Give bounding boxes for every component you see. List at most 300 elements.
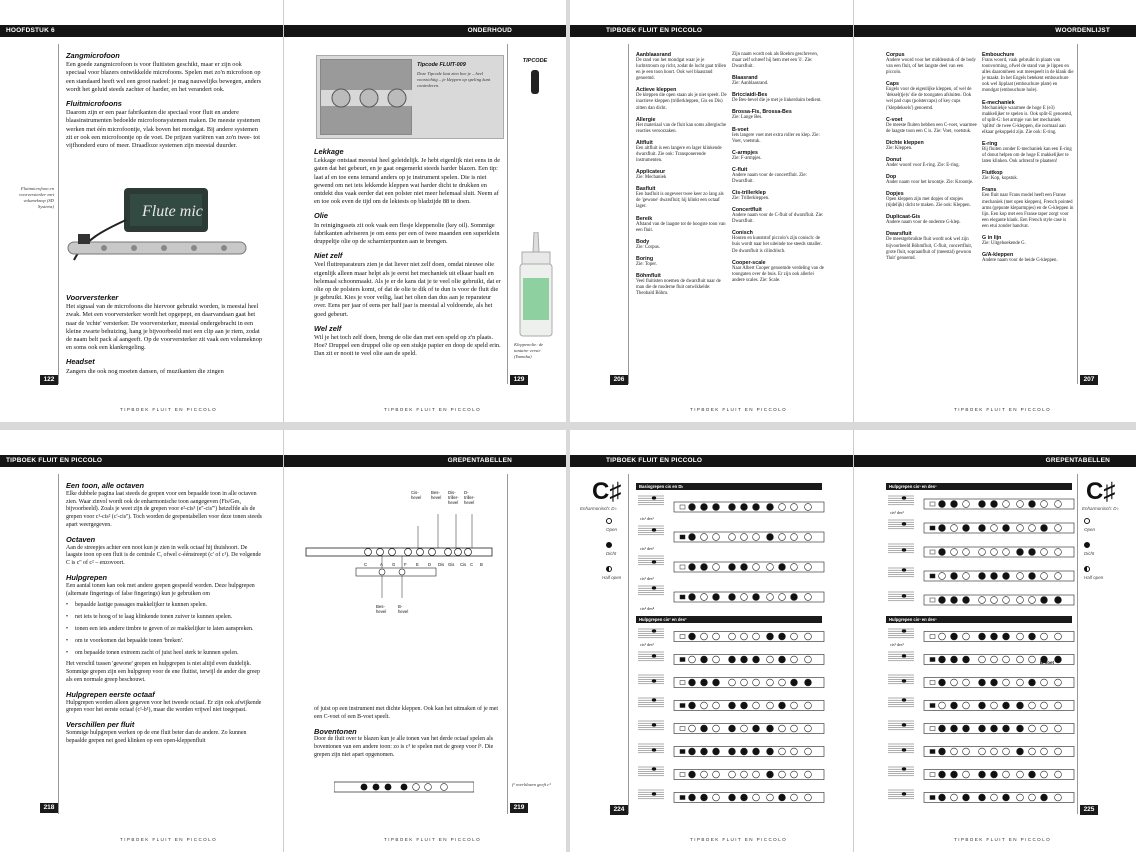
glossary-term: Actieve kleppen xyxy=(636,87,677,94)
key-hole xyxy=(1055,794,1062,801)
legend-open-icon xyxy=(1084,518,1090,524)
key-hole xyxy=(767,748,774,755)
diagram-label: E xyxy=(416,562,419,567)
key-hole xyxy=(963,702,970,709)
key-hole xyxy=(791,748,798,755)
key-hole xyxy=(713,748,720,755)
tipcode-box xyxy=(316,55,504,139)
key-hole xyxy=(729,794,736,801)
heading: Een toon, alle octaven xyxy=(66,481,145,490)
fingering-table-alternate-3rd xyxy=(886,492,1078,616)
glossary-definition: De Bes-hevel die je met je linkerduim bedient. xyxy=(732,98,822,104)
glossary-definition: Andere naam voor de C-fluit of dwarsfluit. Zie: Dwarsfluit. xyxy=(732,213,824,225)
key-hole xyxy=(939,525,946,532)
key-hole xyxy=(1041,702,1048,709)
key-hole xyxy=(767,702,774,709)
key-hole xyxy=(713,534,720,541)
key-hole xyxy=(1017,725,1024,732)
key-hole xyxy=(791,594,798,601)
glossary-term: C-armpjes xyxy=(732,149,758,156)
page-header xyxy=(284,455,566,467)
glossary-term: Applicateur xyxy=(636,169,666,176)
glossary-definition: Andere woord voor het middenstuk of de body van een fluit, of het langste deel van een piccolo. xyxy=(886,58,976,76)
key-hole xyxy=(741,633,748,640)
diagram-label: Cis-hevel xyxy=(411,490,422,500)
key-hole xyxy=(689,656,696,663)
key-hole xyxy=(963,549,970,556)
glossary-term: Cooper-scale xyxy=(732,259,766,266)
key-hole xyxy=(741,702,748,709)
margin-rule xyxy=(58,44,59,384)
key-hole xyxy=(689,794,696,801)
key-hole xyxy=(1017,501,1024,508)
glossary-entry xyxy=(982,187,1074,230)
glossary-definition: Mechaniekje waarmee de hoge E (e3) makkelijker te spelen is. Ook split-E genoemd, of split-G: het armpje van het mechaniek 'splitst' de twee G-kleppen, die normaal aan elkaar gekoppeld zijn. Zie ook: E-ring. xyxy=(982,105,1073,135)
key-hole xyxy=(791,794,798,801)
glossary-term: C-voet xyxy=(886,116,903,123)
heading: Octaven xyxy=(66,534,96,544)
page-225 xyxy=(853,430,1136,852)
glossary-term: C-fluit xyxy=(732,166,748,173)
fingering-table-alternate xyxy=(636,625,846,811)
glossary-definition: Zie: Kop, kopstuk. xyxy=(982,176,1018,182)
paragraph: Veel fluitreparateurs zien je dat liever niet zelf doen, omdat nieuwe olie eigenlijk alleen maar helpt als je eerst het mechaniek uit elkaar haalt en helemaal schoonmaakt. Als je er de kans dat je te veel olie gebruikt, dat er olie op de polsters komt, of dat de olie te dik of te dun is voor de fluit die je gebruikt. Kies je voor veilig, laat het olien dan dus aan je reparateur over. Eens per jaar of eens per half jaar is meestal al voldoende, als het goed gebeurt. xyxy=(314,261,501,318)
key-hole xyxy=(713,794,720,801)
glossary-term: E-mechaniek xyxy=(982,99,1015,106)
header-title: GREPENTABELLEN xyxy=(447,457,512,464)
key-hole xyxy=(951,501,958,508)
glossary-term: Boring xyxy=(636,255,654,262)
key-hole xyxy=(1017,633,1024,640)
glossary-entry xyxy=(636,117,728,135)
key-hole xyxy=(979,679,986,686)
key-hole xyxy=(951,633,958,640)
page-122 xyxy=(0,0,283,422)
section-title: Hulpgrepen cis² en des² xyxy=(636,616,822,623)
key-hole xyxy=(779,679,786,686)
key-hole xyxy=(753,656,760,663)
margin-rule xyxy=(507,44,508,384)
key-hole xyxy=(951,771,958,778)
glossary-term: G/A-kleppen xyxy=(982,252,1014,259)
key-hole xyxy=(767,534,774,541)
page-number: 219 xyxy=(510,803,528,813)
key-hole xyxy=(1003,771,1010,778)
flute-key-diagram xyxy=(298,486,498,636)
key-hole xyxy=(951,656,958,663)
key-hole xyxy=(779,771,786,778)
key-hole xyxy=(1029,702,1036,709)
key-hole xyxy=(963,656,970,663)
paragraph: Het signaal van de microfoons die hiervoor gebruikt worden, is meestal heel zwak. Met een voorversterker wordt het opgepept, en daarvandaan gaat het naar de 'echte' versterker. De voorversterker, meestal ondergebracht in een kleine zwarte behuizing, hang je bijvoorbeeld met een clip aan je riem, zodat de naam belt pack al aangeeft. Op de voorversterker zit vaak een volumeknop en soms ook een klankregeling. xyxy=(66,303,262,352)
glossary-column-4 xyxy=(982,52,1074,269)
glossary-definition: Een altfluit is een langere en lager klinkende dwarsfluit. Zie ook: Transponerende instrumenten. xyxy=(636,145,722,164)
glossary-entry xyxy=(636,216,728,234)
glossary-term: Blaasrand xyxy=(732,75,758,82)
key-hole xyxy=(741,748,748,755)
heading: Hulpgrepen xyxy=(66,572,108,582)
key-hole xyxy=(729,633,736,640)
paragraph: Elke dubbele pagina laat steeds de grepen voor een bepaalde toon in alle octaven zien. Waar zinvol wordt ook de enharmonische toon aangegeven (Fis/Ges, bijvoorbeeld). Zoals je weet zijn de grepen voor e²-cis³ (e''-cis''') hetzelfde als de grepen voor c¹-cis² (c'-cis''). Toch worden de grepentabellen voor deze tonen steeds apart weergegeven. xyxy=(66,490,262,528)
key-hole xyxy=(991,725,998,732)
list-item: • tonen een iets andere timbre te geven of ze makkelijker te laten aanspreken. xyxy=(66,626,262,634)
legend-open-label: Open xyxy=(606,527,618,532)
page-number: 224 xyxy=(610,805,628,815)
key-hole xyxy=(767,725,774,732)
key-hole xyxy=(979,771,986,778)
glossary-term: Donut xyxy=(886,156,902,163)
key-hole xyxy=(1003,525,1010,532)
key-hole xyxy=(1041,501,1048,508)
key-hole xyxy=(1017,549,1024,556)
tipcode-label: TIPCODE xyxy=(522,58,548,64)
photo-caption: Fluitmicrofoon en voorversterker met volumeknop (SD Systems) xyxy=(19,186,54,209)
key-hole xyxy=(1017,702,1024,709)
paragraph: Door de fluit over te blazen kun je alle tonen van het derde octaaf spelen als boventonen van een andere toon: zo is c³ te spelen met de greep voor f¹. Die grepen zijn niet apart opgenomen. xyxy=(314,736,494,758)
fingering-row xyxy=(886,786,1078,809)
text-column xyxy=(314,706,504,760)
page-129 xyxy=(283,0,566,422)
key-hole xyxy=(701,794,708,801)
glossary-entry xyxy=(732,109,824,121)
glossary-term: Aanblaasrand xyxy=(636,52,672,58)
key-hole xyxy=(767,504,774,511)
key-hole xyxy=(1017,771,1024,778)
key-hole xyxy=(791,534,798,541)
key-hole xyxy=(1017,748,1024,755)
fingering-row xyxy=(886,492,1078,516)
key-hole xyxy=(1041,771,1048,778)
header-title: TIPBOEK FLUIT EN PICCOLO xyxy=(606,457,703,464)
spread-grepentabellen-cis xyxy=(570,430,1136,852)
footer: TIPBOEK FLUIT EN PICCOLO xyxy=(690,837,788,842)
key-hole xyxy=(791,504,798,511)
key-hole xyxy=(767,771,774,778)
glossary-entry xyxy=(636,273,728,297)
key-hole xyxy=(779,633,786,640)
glossary-definition: Zijn naam wordt ook als Boehm geschreven, maar zelf schreef hij hem met een 'ö'. Zie: Dwarsfluit. xyxy=(732,52,818,70)
key-hole xyxy=(689,633,696,640)
margin-rule xyxy=(628,474,629,814)
glossary-entry xyxy=(886,52,978,76)
key-hole xyxy=(701,564,708,571)
paragraph: Sommige hulpgrepen werken op de ene fluit beter dan de andere. Zo kunnen bepaalde grepen net goed klinken op een open-kleppenfluit xyxy=(66,729,247,744)
key-hole xyxy=(1041,633,1048,640)
header-title: TIPBOEK FLUIT EN PICCOLO xyxy=(6,457,103,464)
key-hole xyxy=(1003,748,1010,755)
key-hole xyxy=(939,771,946,778)
note-title: C♯ xyxy=(592,478,622,505)
list-item: • bepaalde lastige passages makkelijker te kunnen spelen. xyxy=(66,602,262,610)
key-hole xyxy=(1029,573,1036,580)
key-hole xyxy=(1003,549,1010,556)
glossary-entry xyxy=(886,191,978,209)
fingering-row xyxy=(636,552,846,582)
glossary-definition: Zie: Uitgehoekende G. xyxy=(982,240,1026,246)
key-hole xyxy=(979,525,986,532)
key-hole xyxy=(753,594,760,601)
diagram-label: Bes-hevel xyxy=(431,490,442,500)
key-hole xyxy=(779,594,786,601)
legend-half-icon xyxy=(606,566,612,572)
header-title: GREPENTABELLEN xyxy=(1045,457,1110,464)
page-206 xyxy=(570,0,853,422)
key-hole xyxy=(1017,794,1024,801)
footer: TIPBOEK FLUIT EN PICCOLO xyxy=(954,837,1052,842)
glossary-entry xyxy=(886,117,978,135)
key-hole xyxy=(779,702,786,709)
glossary-entry xyxy=(732,150,824,162)
glossary-definition: Open kleppen zijn met dopjes of stopjes (tijdelijk) dicht te maken. Zie ook: Kleppen. xyxy=(886,197,971,209)
key-hole xyxy=(963,679,970,686)
key-hole xyxy=(1003,633,1010,640)
paragraph: In reinigingssets zit ook vaak een flesje kleppenolie (key oil). Sommige fabrikanten adviseren je om eens per een of twee maanden een superklein druppeltje olie op de scharnierpunten aan te brengen. xyxy=(314,221,500,246)
glossary-entry xyxy=(886,231,978,261)
key-hole xyxy=(979,633,986,640)
key-hole xyxy=(753,633,760,640)
diagram-label: D-triller-hevel xyxy=(464,490,475,505)
key-hole xyxy=(805,594,812,601)
key-hole xyxy=(991,549,998,556)
note-label: cis³ des³ xyxy=(640,576,654,581)
glossary-term: Conisch xyxy=(732,230,753,237)
key-hole xyxy=(951,597,958,604)
page-header xyxy=(0,25,283,37)
key-hole xyxy=(1055,725,1062,732)
glossary-term: B-voet xyxy=(732,126,749,133)
header-title: HOOFDSTUK 6 xyxy=(6,27,55,34)
footer: TIPBOEK FLUIT EN PICCOLO xyxy=(384,407,482,412)
glossary-column-2 xyxy=(732,52,824,289)
key-hole xyxy=(729,748,736,755)
glossary-definition: Naar Albert Cooper genoemde verdeling van de toongaten over de buis. Er zijn ook allerlei andere scales. Zie: Scale. xyxy=(732,265,824,283)
key-hole xyxy=(741,504,748,511)
key-hole xyxy=(689,534,696,541)
key-hole xyxy=(991,794,998,801)
key-hole xyxy=(951,702,958,709)
diagram-label: C xyxy=(470,562,474,567)
fingering-row xyxy=(636,763,846,786)
key-hole xyxy=(767,564,774,571)
tipcode-text: Deze Tipcode laat zien hoe je – heel voorzichtig – je kleppen op speling kunt controleren. xyxy=(417,71,491,88)
glossary-entry xyxy=(886,140,978,152)
key-hole xyxy=(713,656,720,663)
fingering-table-alternate-3rd-b xyxy=(886,625,1078,811)
glossary-entry xyxy=(886,81,978,111)
glossary-entry xyxy=(732,207,824,225)
key-hole xyxy=(1029,549,1036,556)
key-hole xyxy=(963,725,970,732)
glossary-definition: Frans woord, vaak gebruikt in plaats van toonvorming, ofwel de stand van je lippen en alles daaromheen wat meespeelt in de klank die je maakt. In het Engels betekent embouchure ook wel lipplaat (embouchure plate) en mondgat (embouchure hole). xyxy=(982,58,1074,94)
key-hole xyxy=(1041,748,1048,755)
note-label: cis¹ des¹ xyxy=(640,516,654,521)
key-hole xyxy=(767,633,774,640)
enharmonic-label: Enharmonisch: D♭ xyxy=(1082,506,1119,511)
key-hole xyxy=(805,679,812,686)
device-logo: Flute mic xyxy=(142,203,203,220)
key-hole xyxy=(1003,573,1010,580)
text-column xyxy=(66,294,262,376)
glossary-term: Dop xyxy=(886,174,897,181)
key-hole xyxy=(753,564,760,571)
key-hole xyxy=(689,725,696,732)
key-hole xyxy=(701,504,708,511)
fingering-row xyxy=(886,671,1078,694)
key-hole xyxy=(991,501,998,508)
fingering-row xyxy=(636,671,846,694)
glossary-definition: Andere naam voor de beide G-kleppen. xyxy=(982,258,1058,264)
note-label: cis³ des³ xyxy=(890,510,904,515)
diagram-label: G xyxy=(392,562,396,567)
key-hole xyxy=(939,549,946,556)
glossary-entry xyxy=(732,190,824,202)
diagram-label: B xyxy=(480,562,483,567)
glossary-definition: De rand van het mondgat waar je je luchtstroom op richt, zodat de lucht gaat trillen en je een toon hoort. Ook wel blaasrand genoemd. xyxy=(636,58,727,82)
enharmonic-label: Enharmonisch: D♭ xyxy=(580,506,617,511)
diagram-label: F xyxy=(404,562,407,567)
key-hole xyxy=(753,771,760,778)
key-hole xyxy=(1017,679,1024,686)
fingering-row xyxy=(636,786,846,809)
fingering-row xyxy=(886,540,1078,564)
diagram-label: Dis-triller-hevel xyxy=(448,490,459,505)
heading: Boventonen xyxy=(314,726,357,736)
fingering-row xyxy=(636,740,846,763)
key-hole xyxy=(991,748,998,755)
glossary-definition: Ander naam voor het kroontje. Zie: Kroontje. xyxy=(886,180,974,186)
page-224 xyxy=(570,430,853,852)
key-hole xyxy=(1003,679,1010,686)
key-hole xyxy=(1003,501,1010,508)
paragraph: Zangers die ook nog moeten dansen, of muzikanten die zingen xyxy=(66,367,224,375)
key-hole xyxy=(1017,573,1024,580)
key-hole xyxy=(753,748,760,755)
legend-closed-icon xyxy=(1084,542,1090,548)
glossary-term: Corpus xyxy=(886,52,905,58)
glossary-definition: Zie: Aanblaasrand. xyxy=(732,81,769,87)
heading: Headset xyxy=(66,357,95,367)
legend-closed-label: Dicht xyxy=(606,551,617,556)
glossary-term: Bereik xyxy=(636,215,653,222)
glossary-term: Böhmfluit xyxy=(636,272,661,279)
flute-keys-photo xyxy=(320,59,412,135)
key-hole xyxy=(713,702,720,709)
text-column xyxy=(66,52,262,150)
footer: TIPBOEK FLUIT EN PICCOLO xyxy=(954,407,1052,412)
key-hole xyxy=(1055,771,1062,778)
glossary-term: E-ring xyxy=(982,141,998,148)
key-hole xyxy=(713,725,720,732)
heading: Voorversterker xyxy=(66,293,119,302)
note-label: cis² des² xyxy=(640,546,654,551)
key-hole xyxy=(1055,597,1062,604)
text-column xyxy=(314,148,504,359)
key-hole xyxy=(805,771,812,778)
key-hole xyxy=(753,534,760,541)
key-hole xyxy=(767,656,774,663)
key-hole xyxy=(963,794,970,801)
glossary-definition: Bij fluiten zonder E-mechaniek kan een E-ring of donut helpen om de hoge E makkelijker te laten klinken. Ook achteraf te plaatsen! xyxy=(982,147,1072,165)
diagram-label: B-hevel xyxy=(398,604,409,614)
diagram-caption: f¹ overblazen geeft c³ xyxy=(512,782,551,787)
margin-rule xyxy=(628,44,629,384)
legend-open-label: Open xyxy=(1084,527,1096,532)
key-hole xyxy=(1055,501,1062,508)
key-hole xyxy=(991,573,998,580)
key-hole xyxy=(791,725,798,732)
key-hole xyxy=(979,794,986,801)
key-hole xyxy=(701,702,708,709)
key-hole xyxy=(753,679,760,686)
key-hole xyxy=(939,501,946,508)
key-hole xyxy=(741,679,748,686)
key-hole xyxy=(1055,679,1062,686)
glossary-definition: Ander woord voor E-ring. Zie: E-ring. xyxy=(886,162,960,168)
fingering-row xyxy=(636,694,846,717)
key-hole xyxy=(1041,725,1048,732)
key-hole xyxy=(713,771,720,778)
glossary-entry xyxy=(886,174,978,186)
glossary-entry xyxy=(732,167,824,185)
page-header xyxy=(284,25,566,37)
glossary-term: Altfluit xyxy=(636,139,653,146)
key-hole xyxy=(741,725,748,732)
key-hole xyxy=(779,656,786,663)
key-hole xyxy=(1055,549,1062,556)
glossary-entry xyxy=(636,52,728,82)
paragraph: Hulpgrepen worden alleen gegeven voor het tweede octaaf. Er zijn ook afwijkende grepen voor het eerste octaaf (c¹-b¹), maar die worden vrijwel niet toegepast. xyxy=(66,699,262,714)
legend-half-label: Half open xyxy=(1084,575,1104,580)
glossary-definition: Andere naam voor de onderste G-klep. xyxy=(886,220,961,226)
key-hole xyxy=(991,679,998,686)
fingering-row xyxy=(886,516,1078,540)
key-hole xyxy=(951,573,958,580)
glossary-definition: Zie: Kleppen. xyxy=(886,145,913,151)
key-hole xyxy=(791,702,798,709)
footer: TIPBOEK FLUIT EN PICCOLO xyxy=(384,837,482,842)
flute-mic-photo xyxy=(64,180,248,288)
glossary-entry xyxy=(636,256,728,268)
page-header xyxy=(854,455,1136,467)
key-hole xyxy=(689,594,696,601)
key-hole xyxy=(713,564,720,571)
glossary-term: Duplicaat-Gis xyxy=(886,214,921,221)
glossary-definition: Zie: F-armpjes. xyxy=(732,155,762,161)
glossary-term: Concertfluit xyxy=(732,207,762,214)
key-hole xyxy=(1003,702,1010,709)
header-title: WOORDENLIJST xyxy=(1055,27,1110,34)
key-hole xyxy=(951,748,958,755)
key-hole xyxy=(767,679,774,686)
glossary-entry xyxy=(982,235,1074,247)
key-hole xyxy=(805,656,812,663)
page-number: 207 xyxy=(1080,375,1098,385)
page-218 xyxy=(0,430,283,852)
key-hole xyxy=(939,573,946,580)
diagram-label: A xyxy=(380,562,383,567)
key-hole xyxy=(701,656,708,663)
text-column xyxy=(66,482,262,746)
key-hole xyxy=(701,633,708,640)
glossary-entry xyxy=(732,230,824,254)
glossary-term: Dopjes xyxy=(886,191,904,198)
key-hole xyxy=(979,725,986,732)
note-label: cis³ des³ xyxy=(890,642,904,647)
fingering-row xyxy=(886,625,1078,648)
glossary-entry xyxy=(636,87,728,111)
glossary-entry xyxy=(886,157,978,169)
overtone-diagram xyxy=(334,776,474,798)
